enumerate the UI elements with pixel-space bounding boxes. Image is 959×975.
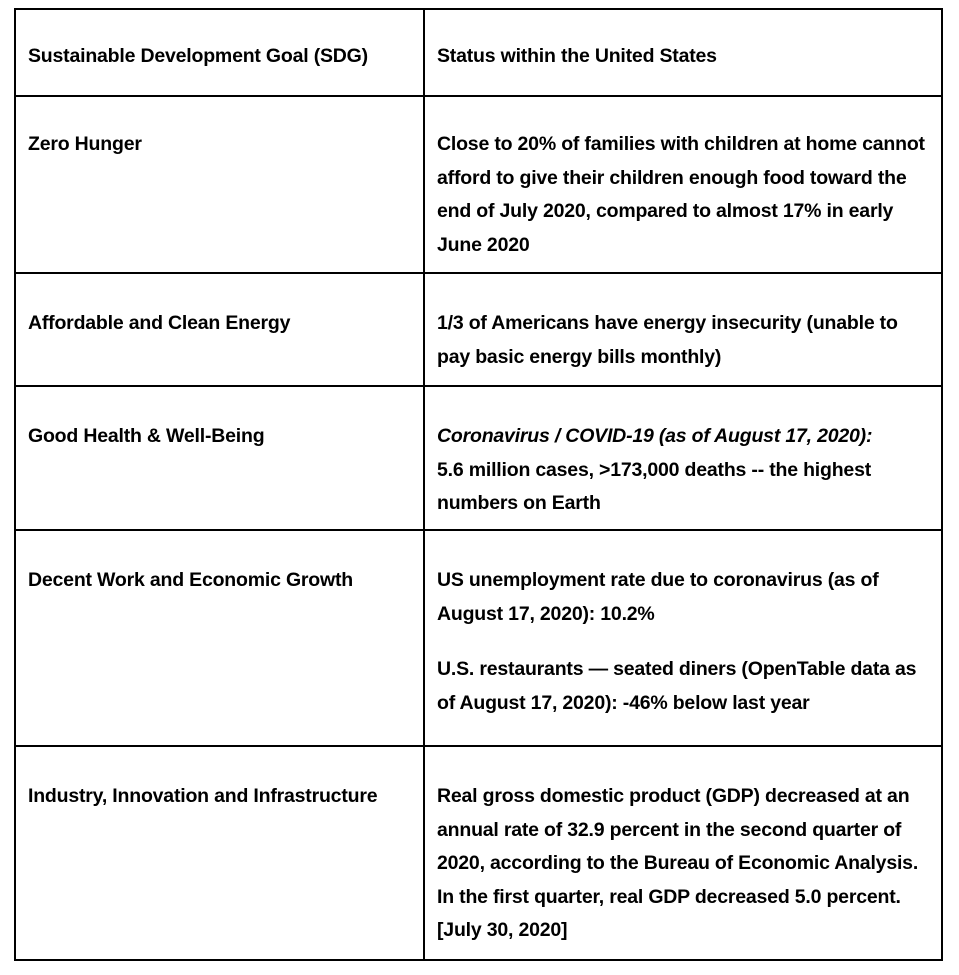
goal-text: Zero Hunger bbox=[28, 133, 142, 155]
status-text: US unemployment rate due to coronavirus (as of August 17, 2020): 10.2% bbox=[437, 569, 879, 625]
status-cell bbox=[424, 530, 942, 746]
status-text: Real gross domestic product (GDP) decreased at an annual rate of 32.9 percent in the second quarter of 2020, according to the Bureau of Economic Analysis. In the first quarter, real GDP decreased 5.0 percent. [July 30, 2020] bbox=[437, 785, 919, 941]
status-cell bbox=[424, 273, 942, 386]
status-cell bbox=[424, 746, 942, 960]
table-row bbox=[15, 386, 942, 530]
status-cell bbox=[424, 386, 942, 530]
header-status-text: Status within the United States bbox=[437, 45, 717, 67]
status-text: 5.6 million cases, >173,000 deaths -- the highest numbers on Earth bbox=[437, 458, 872, 514]
header-goal-text: Sustainable Development Goal (SDG) bbox=[28, 45, 368, 67]
goal-cell bbox=[15, 386, 424, 530]
table-row bbox=[15, 530, 942, 746]
goal-text: Affordable and Clean Energy bbox=[28, 312, 291, 334]
status-italic-text: Coronavirus / COVID-19 (as of August 17, 2020): bbox=[437, 425, 873, 447]
goal-cell bbox=[15, 746, 424, 960]
goal-text: Industry, Innovation and Infrastructure bbox=[28, 785, 378, 807]
status-cell bbox=[424, 96, 942, 273]
status-text: 1/3 of Americans have energy insecurity (unable to pay basic energy bills monthly) bbox=[437, 312, 898, 368]
table-row bbox=[15, 96, 942, 273]
goal-cell bbox=[15, 273, 424, 386]
table-header-row bbox=[15, 9, 942, 96]
table-row bbox=[15, 273, 942, 386]
header-goal-cell bbox=[15, 9, 424, 96]
status-text-secondary: U.S. restaurants — seated diners (OpenTable data as of August 17, 2020): -46% below last year bbox=[437, 658, 917, 714]
goal-text: Good Health & Well-Being bbox=[28, 425, 265, 447]
goal-cell bbox=[15, 96, 424, 273]
header-status-cell bbox=[424, 9, 942, 96]
status-text: Close to 20% of families with children at home cannot afford to give their children enough food toward the end of July 2020, compared to almost 17% in early June 2020 bbox=[437, 133, 925, 256]
goal-text: Decent Work and Economic Growth bbox=[28, 569, 353, 591]
table-row bbox=[15, 746, 942, 960]
sdg-status-table bbox=[14, 8, 943, 961]
goal-cell bbox=[15, 530, 424, 746]
